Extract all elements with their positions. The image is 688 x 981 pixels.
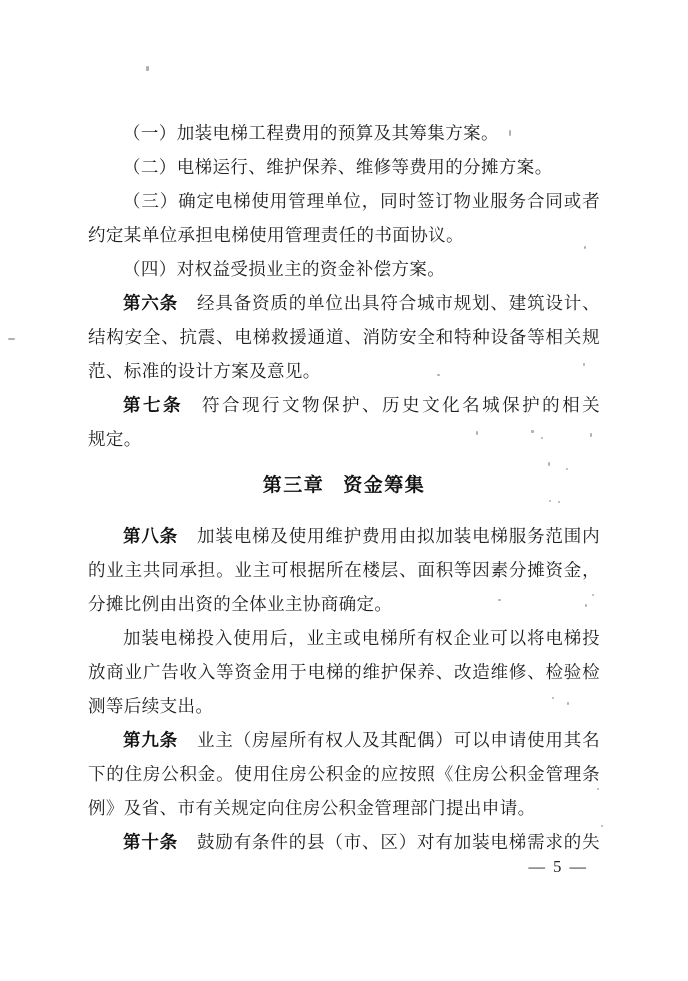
scan-speck xyxy=(567,702,569,705)
line-text: 分摊比例由出资的全体业主协商确定。 xyxy=(88,594,393,614)
text-line xyxy=(88,689,600,723)
scan-speck xyxy=(592,594,594,596)
text-line xyxy=(88,184,600,218)
line-text: 的业主共同承担。业主可根据所在楼层、面积等因素分摊资金， xyxy=(88,560,600,580)
text-line xyxy=(88,218,600,252)
scan-speck xyxy=(531,430,534,433)
text-line xyxy=(88,252,600,286)
text-line xyxy=(88,422,600,456)
line-text: 业主（房屋所有权人及其配偶）可以申请使用其名 xyxy=(197,730,600,750)
scan-speck xyxy=(437,374,440,376)
scan-speck xyxy=(585,604,587,607)
scan-speck xyxy=(509,130,511,136)
scan-speck xyxy=(597,788,599,790)
article-number: 第十条 xyxy=(123,832,179,852)
line-text: 符合现行文物保护、历史文化名城保护的相关 xyxy=(202,395,600,415)
text-line xyxy=(88,621,600,655)
line-text: 下的住房公积金。使用住房公积金的应按照《住房公积金管理条 xyxy=(88,764,600,784)
scan-speck xyxy=(583,363,585,366)
text-line xyxy=(88,587,600,621)
scan-speck xyxy=(476,431,478,435)
scan-speck xyxy=(498,599,501,601)
text-line xyxy=(88,286,600,320)
scan-speck xyxy=(8,338,15,340)
line-text: 加装电梯及使用维护费用由拟加装电梯服务范围内 xyxy=(197,526,600,546)
scan-speck xyxy=(584,246,586,249)
text-line xyxy=(88,723,600,757)
scan-speck xyxy=(558,501,560,503)
line-text: 加装电梯投入使用后，业主或电梯所有权企业可以将电梯投 xyxy=(123,628,600,648)
article-number: 第六条 xyxy=(123,293,179,313)
text-line xyxy=(88,655,600,689)
scan-speck xyxy=(548,462,550,466)
text-line xyxy=(88,354,600,388)
scan-speck xyxy=(566,468,568,470)
line-text: 结构安全、抗震、电梯救援通道、消防安全和特种设备等相关规 xyxy=(88,327,600,347)
scan-speck xyxy=(552,697,554,699)
line-text: （三）确定电梯使用管理单位，同时签订物业服务合同或者 xyxy=(123,191,600,211)
line-text: 例》及省、市有关规定向住房公积金管理部门提出申请。 xyxy=(88,798,536,818)
page-number: — 5 — xyxy=(528,857,588,876)
text-line xyxy=(88,791,600,825)
chapter-title: 资金筹集 xyxy=(343,475,426,496)
article-number: 第七条 xyxy=(123,395,184,415)
text-line xyxy=(88,825,600,859)
line-text: 经具备资质的单位出具符合城市规划、建筑设计、 xyxy=(197,293,600,313)
line-text: 约定某单位承担电梯使用管理责任的书面协议。 xyxy=(88,225,464,245)
chapter-heading xyxy=(88,469,600,503)
text-line xyxy=(88,150,600,184)
document-body xyxy=(88,116,600,859)
line-text: （二）电梯运行、维护保养、维修等费用的分摊方案。 xyxy=(123,157,553,177)
scan-speck xyxy=(541,437,543,439)
text-line xyxy=(88,757,600,791)
line-text: （四）对权益受损业主的资金补偿方案。 xyxy=(123,259,446,279)
line-text: 范、标准的设计方案及意见。 xyxy=(88,361,321,381)
scan-speck xyxy=(549,500,551,502)
article-number: 第九条 xyxy=(123,730,179,750)
line-text: 规定。 xyxy=(88,429,142,449)
scan-speck xyxy=(590,433,592,437)
line-text: （一）加装电梯工程费用的预算及其筹集方案。 xyxy=(123,123,499,143)
text-line xyxy=(88,116,600,150)
text-line xyxy=(88,553,600,587)
text-line xyxy=(88,388,600,422)
scan-speck xyxy=(601,825,603,827)
article-number: 第八条 xyxy=(123,526,179,546)
text-line xyxy=(88,320,600,354)
scan-speck xyxy=(146,66,149,71)
chapter-label: 第三章 xyxy=(262,475,325,496)
text-line xyxy=(88,519,600,553)
line-text: 测等后续支出。 xyxy=(88,696,214,716)
line-text: 鼓励有条件的县（市、区）对有加装电梯需求的失 xyxy=(197,832,600,852)
line-text: 放商业广告收入等资金用于电梯的维护保养、改造维修、检验检 xyxy=(88,662,600,682)
